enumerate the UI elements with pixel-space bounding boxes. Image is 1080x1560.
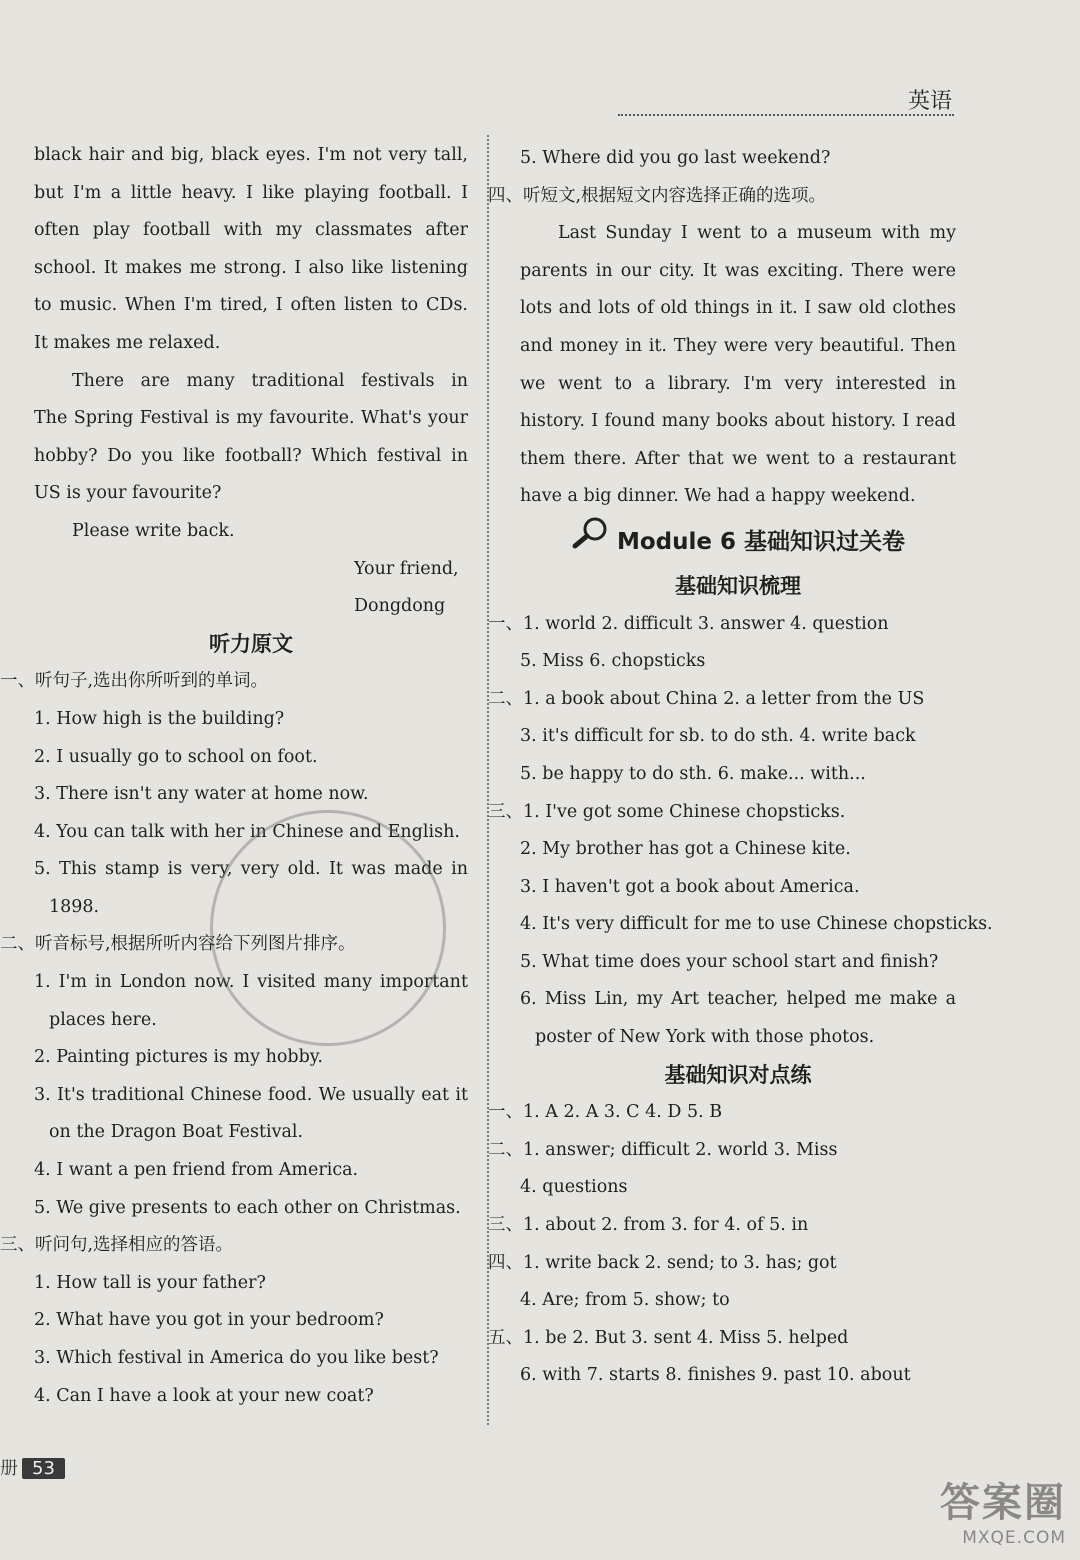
answer-line: 四、1. write back 2. send; to 3. has; got [488,1252,837,1273]
passage-line: them there. After that we went to a restaurant [520,448,956,469]
question-heading: 四、听短文,根据短文内容选择正确的选项。 [488,185,827,206]
right-column [488,140,993,1395]
passage-line: Last Sunday I went to a museum with my [558,223,956,244]
list-item: 4. You can talk with her in Chinese and English. [34,821,460,842]
answer-line: 4. questions [520,1177,628,1198]
list-item: 1. How tall is your father? [34,1272,266,1293]
section-title-listening: 听力原文 [209,631,293,656]
page-number [0,1454,65,1480]
answer-line-cont: poster of New York with those photos. [535,1027,875,1048]
page-number-prefix: 册 [0,1458,18,1479]
list-item: 3. It's traditional Chinese food. We usually eat it [34,1084,468,1105]
letter-line: It makes me relaxed. [34,332,221,353]
letter-line: often play football with my classmates after [34,220,468,241]
question-heading: 二、听音标号,根据所听内容给下列图片排序。 [0,934,356,955]
list-item: 5. This stamp is very, very old. It was made in [34,859,468,880]
passage-line: have a big dinner. We had a happy weekend. [520,486,916,507]
answer-line: 5. What time does your school start and finish? [520,951,939,972]
letter-signoff: Your friend, [354,558,459,579]
answer-line: 2. My brother has got a Chinese kite. [520,839,851,860]
answer-line: 3. it's difficult for sb. to do sth. 4. write back [520,726,916,747]
header-rule [618,114,954,116]
list-item: 3. There isn't any water at home now. [34,784,369,805]
question-heading: 三、听问句,选择相应的答语。 [0,1235,234,1256]
letter-line: US is your favourite? [34,483,222,504]
list-item: 5. We give presents to each other on Christmas. [34,1197,461,1218]
question-heading: 一、听句子,选出你所听到的单词。 [0,671,269,692]
subject-label: 英语 [907,89,952,114]
list-item: 5. Where did you go last weekend? [520,148,831,168]
answer-line: 4. It's very difficult for me to use Chinese chopsticks. [520,914,993,935]
site-watermark [940,1471,1066,1548]
answer-line: 二、1. answer; difficult 2. world 3. Miss [488,1139,838,1160]
letter-line: to music. When I'm tired, I often listen to CDs. [34,295,468,316]
list-item: 1. How high is the building? [34,708,285,729]
list-item-cont: on the Dragon Boat Festival. [49,1122,304,1143]
letter-line: The Spring Festival is my favourite. What's your [34,408,468,429]
answer-line: 二、1. a book about China 2. a letter from the US [488,688,925,709]
answer-line: 三、1. I've got some Chinese chopsticks. [488,801,846,822]
list-item: 2. What have you got in your bedroom? [34,1310,384,1331]
letter-line: There are many traditional festivals in [72,370,468,391]
passage-line: history. I found many books about history. I read [520,411,956,432]
list-item: 1. I'm in London now. I visited many important [34,972,468,993]
passage-line: and money in it. They were very beautiful. Then [520,335,956,356]
list-item: 4. Can I have a look at your new coat? [34,1385,374,1406]
answer-line: 三、1. about 2. from 3. for 4. of 5. in [488,1215,809,1236]
list-item-cont: 1898. [49,896,100,917]
answer-line: 一、1. A 2. A 3. C 4. D 5. B [488,1102,723,1123]
answer-line: 6. with 7. starts 8. finishes 9. past 10. about [520,1365,911,1386]
answer-line: 一、1. world 2. difficult 3. answer 4. question [488,613,889,634]
section-title-basics: 基础知识梳理 [675,573,801,598]
list-item: 4. I want a pen friend from America. [34,1160,359,1181]
list-item: 2. I usually go to school on foot. [34,746,318,767]
answer-line: 5. Miss 6. chopsticks [520,651,706,672]
answer-line: 6. Miss Lin, my Art teacher, helped me make a [520,989,956,1010]
watermark-url: MXQE.COM [962,1528,1066,1548]
passage-line: we went to a library. I'm very interested in [520,373,956,394]
letter-closing: Please write back. [72,520,235,541]
answer-line: 3. I haven't got a book about America. [520,876,860,897]
answer-line: 4. Are; from 5. show; to [520,1290,730,1311]
module-title-text: Module 6 基础知识过关卷 [616,528,906,555]
passage-line: lots and lots of old things in it. I saw old clothes [520,298,956,319]
left-column [0,137,468,1415]
page-number-value: 53 [22,1458,65,1479]
answer-line: 5. be happy to do sth. 6. make... with... [520,763,866,784]
list-item: 2. Painting pictures is my hobby. [34,1047,323,1068]
letter-line: black hair and big, black eyes. I'm not very tall, [34,145,468,165]
answer-line: 五、1. be 2. But 3. sent 4. Miss 5. helped [488,1327,849,1348]
module-title [520,516,956,568]
letter-line: hobby? Do you like football? Which festival in [34,445,468,466]
watermark-text: 答案圈 [940,1480,1066,1526]
letter-line: but I'm a little heavy. I like playing football. I [34,182,468,203]
passage-line: parents in our city. It was exciting. There were [520,260,956,281]
list-item: 3. Which festival in America do you like best? [34,1348,439,1368]
letter-signature: Dongdong [354,596,446,617]
list-item-cont: places here. [49,1009,157,1030]
magnifier-icon [571,516,611,569]
section-title-practice: 基础知识对点练 [664,1062,812,1087]
letter-line: school. It makes me strong. I also like listening [34,257,468,278]
